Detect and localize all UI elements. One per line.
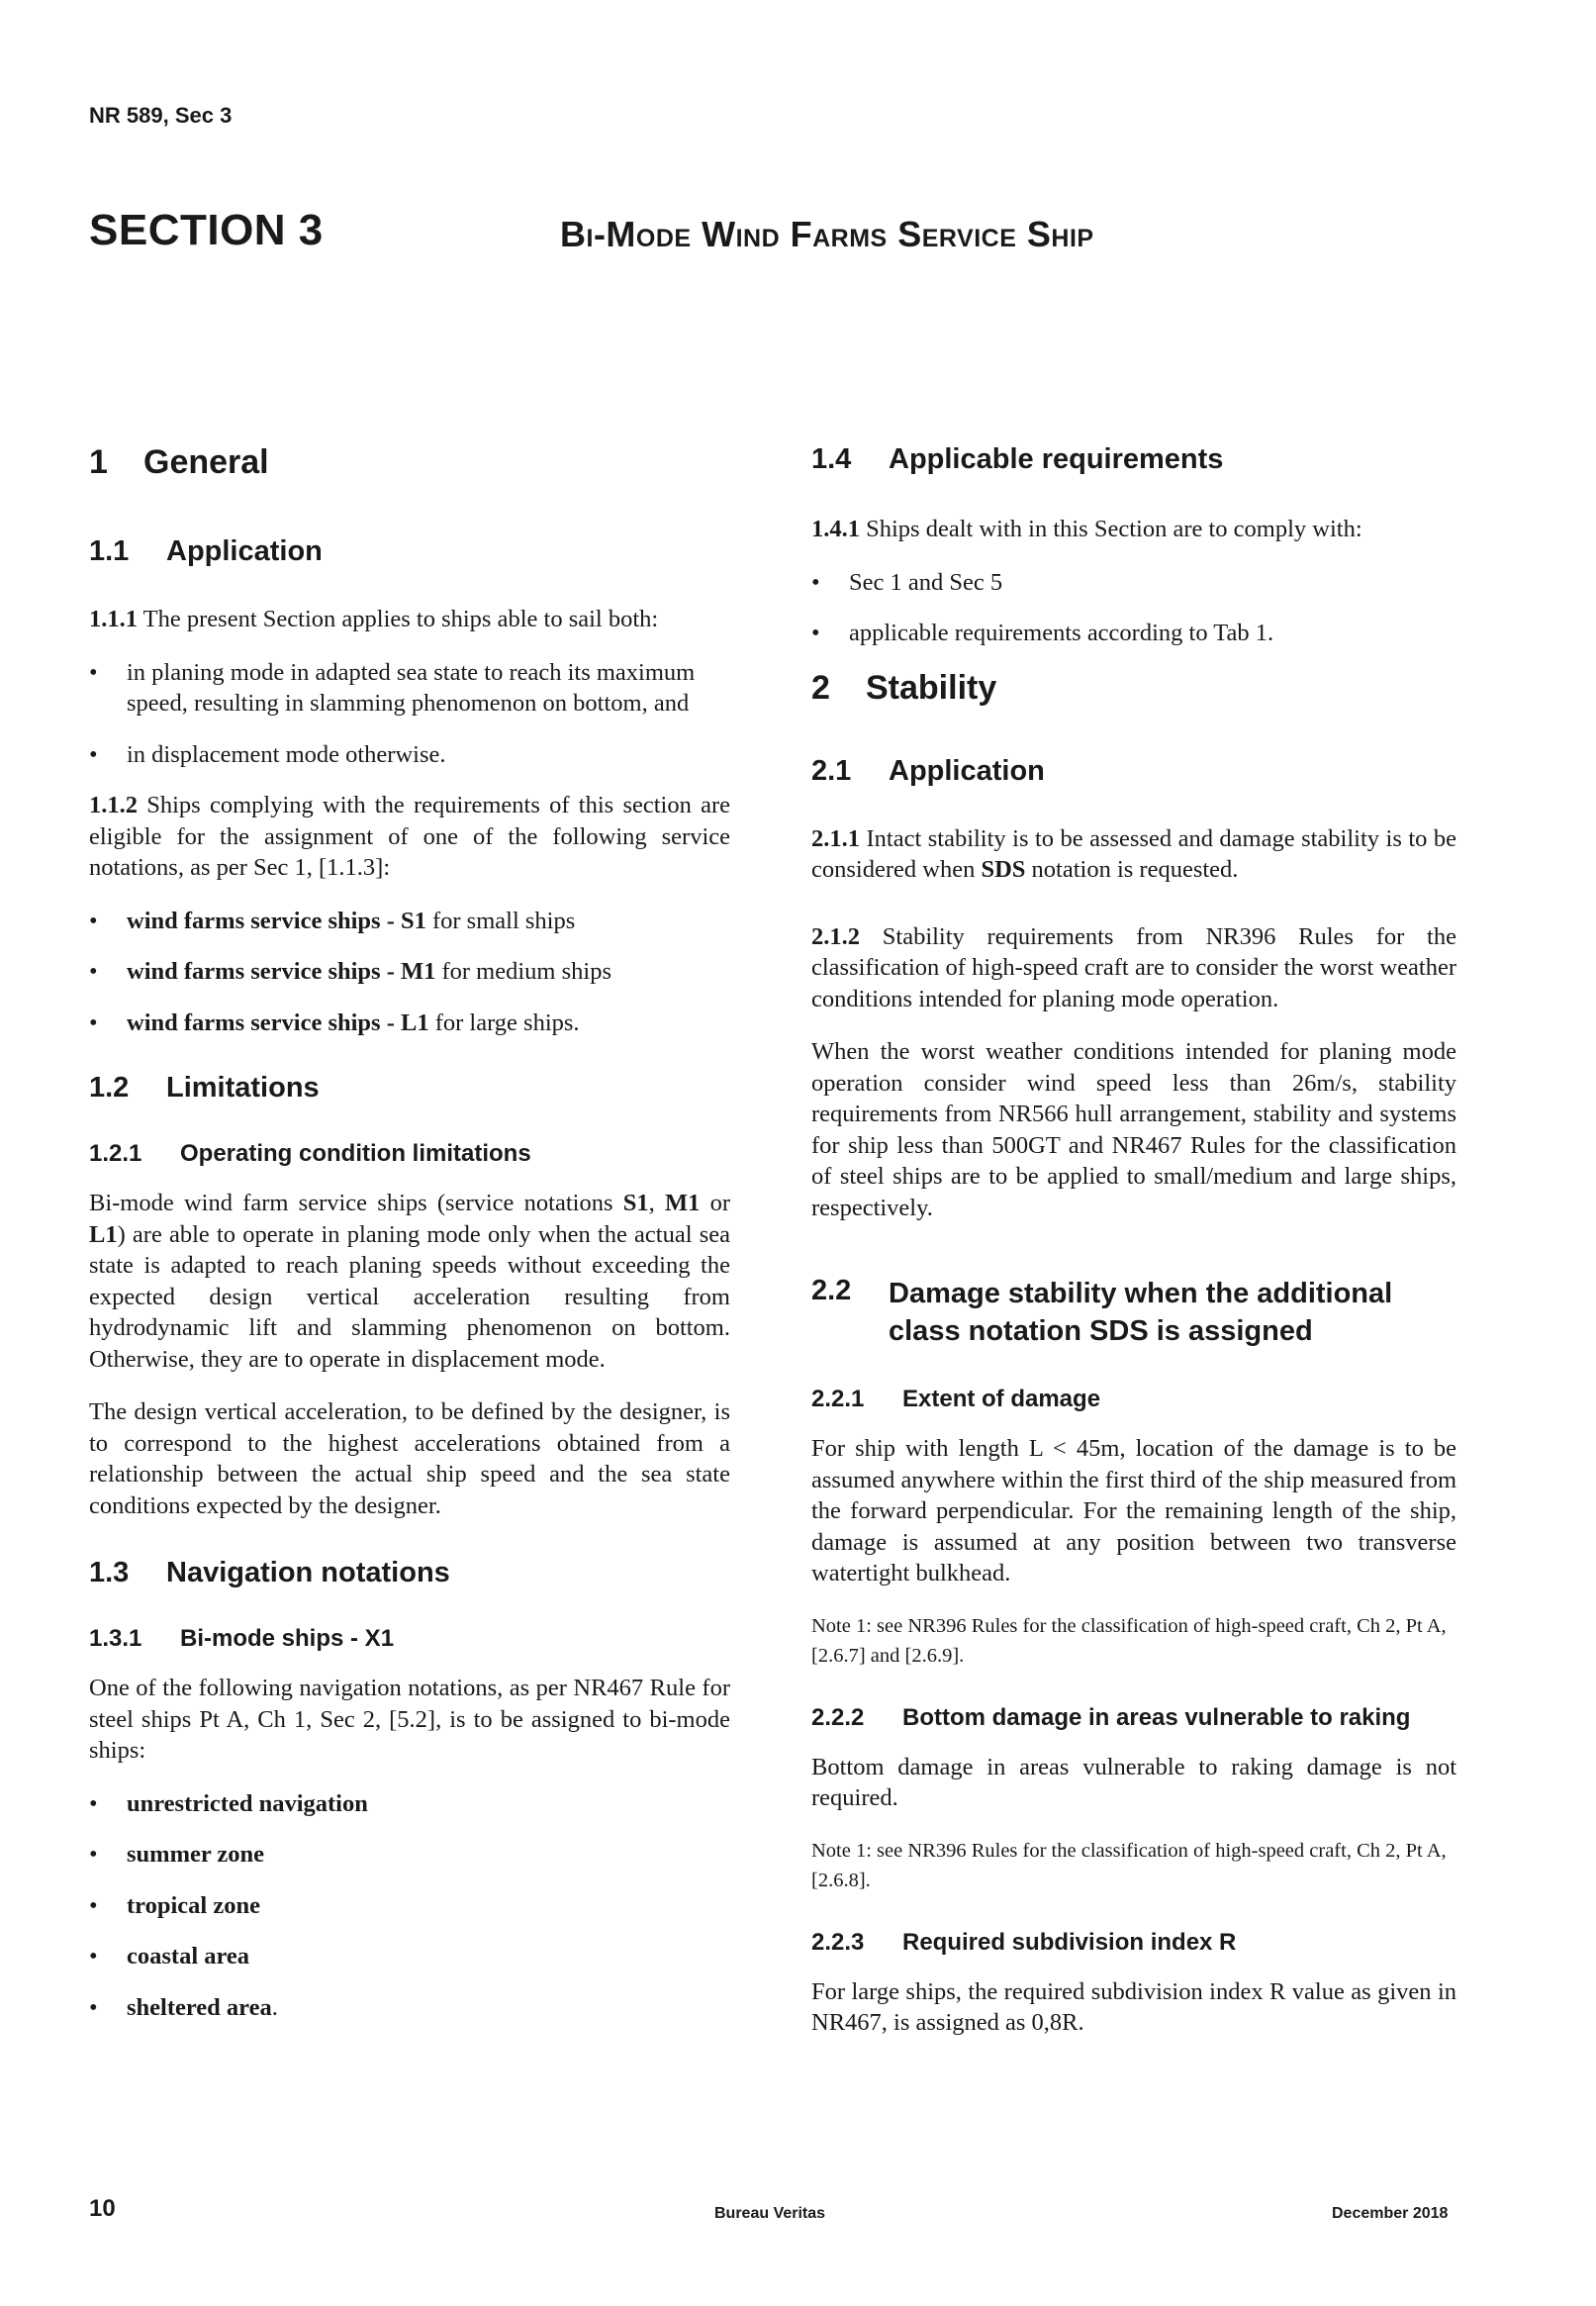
- heading-number: 2.2: [811, 1275, 852, 1306]
- bullet-list-navigation-notations: [89, 1788, 730, 2024]
- paragraph-1-3-1: One of the following navigation notations, as per NR467 Rule for steel ships Pt A, Ch 1, Sec 2, [5.2], is to be assigned to bi-mode ships:: [89, 1675, 730, 1764]
- list-item-text: for small ships: [425, 907, 576, 934]
- bullet-list-1-1-2: [89, 906, 730, 1039]
- section-label: SECTION 3: [89, 206, 324, 254]
- paragraph-2-2-3: For large ships, the required subdivision index R value as given in NR467, is assigned as 0,8R.: [811, 1977, 1456, 2036]
- list-item-text: for medium ships: [435, 958, 611, 985]
- list-item: • Sec 1 and Sec 5: [811, 568, 1003, 596]
- heading-number: 1.1: [89, 535, 130, 567]
- notation-text: wind farms service ships - L1: [127, 1009, 429, 1036]
- heading-title: Bottom damage in areas vulnerable to raking: [902, 1703, 1411, 1731]
- list-item: • summer zone: [89, 1841, 265, 1868]
- paragraph-2-2-2: Bottom damage in areas vulnerable to raking damage is not required.: [811, 1753, 1456, 1811]
- list-item-text: in planing mode in adapted sea state to reach its maximum speed, resulting in slamming phenomenon on bottom, and: [127, 658, 696, 717]
- paragraph-1-4-1: [811, 514, 1456, 545]
- note-2-2-2: Note 1: see NR396 Rules for the classification of high-speed craft, Ch 2, Pt A, [2.6.8].: [811, 1839, 1447, 1891]
- heading-1-2-1: [89, 1140, 730, 1168]
- left-column: [89, 443, 730, 2043]
- heading-title: Damage stability when the additional class notation SDS is assigned: [889, 1278, 1393, 1347]
- heading-title: Stability: [866, 668, 997, 707]
- heading-2-2-1: [811, 1386, 1456, 1413]
- heading-title: Operating condition limitations: [180, 1140, 531, 1167]
- paragraph-1-1-2: [89, 790, 730, 884]
- paragraph-2-2-1: For ship with length L < 45m, location of the damage is to be assumed anywhere within the first third of the ship measured from the forward perpendicular. For the remaining length of the ship, damage is assumed at any position between two transverse watertight bulkhead.: [811, 1435, 1456, 1586]
- heading-title: Application: [166, 535, 323, 567]
- paragraph-1-2-1-b: The design vertical acceleration, to be defined by the designer, is to correspond to the highest accelerations obtained from a relationship between the actual ship speed and the sea state conditions expected by the designer.: [89, 1398, 730, 1519]
- footer-page-number: 10: [89, 2195, 116, 2222]
- notation-text: wind farms service ships - S1: [127, 907, 426, 934]
- bullet-list-1-1-1: [89, 657, 730, 771]
- heading-title: Application: [889, 754, 1045, 787]
- heading-2-stability: [811, 669, 1456, 708]
- heading-number: 1.2: [89, 1072, 130, 1104]
- list-item: • wind farms service ships - M1 for medium ships: [89, 958, 611, 985]
- paragraph-number: 1.1.1: [89, 606, 138, 632]
- heading-number: 1.2.1: [89, 1140, 142, 1167]
- list-item: • coastal area: [89, 1943, 250, 1970]
- heading-title: Extent of damage: [902, 1386, 1101, 1412]
- heading-number: 2.2.2: [811, 1703, 865, 1731]
- heading-2-1-application: [811, 755, 1456, 788]
- heading-number: 1.3.1: [89, 1625, 142, 1652]
- heading-number: 1.4: [811, 443, 852, 475]
- heading-number: 2.2.1: [811, 1386, 865, 1412]
- heading-number: 2: [811, 668, 830, 707]
- heading-1-4-applicable-requirements: [811, 443, 1456, 476]
- heading-number: 2.1: [811, 754, 852, 787]
- list-item: • wind farms service ships - S1 for small ships: [89, 907, 576, 934]
- heading-1-3-1: [89, 1625, 730, 1653]
- notation-text: wind farms service ships - M1: [127, 958, 436, 985]
- bullet-list-1-4-1: [811, 567, 1456, 649]
- paragraph-number: 1.1.2: [89, 792, 138, 818]
- heading-number: 1.3: [89, 1557, 130, 1588]
- heading-1-2-limitations: [89, 1072, 730, 1105]
- list-item: • wind farms service ships - L1 for large ships.: [89, 1009, 580, 1036]
- paragraph-2-1-2: 2.1.2 Stability requirements from NR396 Rules for the classification of high-speed craft are to consider the worst weather conditions intended for planing mode operation.: [811, 922, 1456, 1012]
- note-2-2-1: Note 1: see NR396 Rules for the classification of high-speed craft, Ch 2, Pt A, [2.6.7] and [2.6.9].: [811, 1614, 1447, 1667]
- heading-title: Bi-mode ships - X1: [180, 1625, 395, 1652]
- heading-2-2-3: [811, 1929, 1456, 1957]
- heading-2-2-damage-stability: [811, 1275, 1456, 1350]
- list-item: • applicable requirements according to Tab 1.: [811, 620, 1274, 646]
- list-item: • tropical zone: [89, 1891, 260, 1919]
- paragraph-number: 1.4.1: [811, 516, 860, 542]
- footer-date: December 2018: [1332, 2205, 1449, 2222]
- paragraph-1-1-1: [89, 604, 730, 635]
- running-head: NR 589, Sec 3: [89, 103, 233, 128]
- heading-title: Applicable requirements: [889, 443, 1224, 475]
- footer-publisher: Bureau Veritas: [714, 2205, 826, 2222]
- heading-title: General: [143, 443, 269, 481]
- list-item: • sheltered area.: [89, 1993, 278, 2021]
- list-item: • in displacement mode otherwise.: [89, 740, 446, 768]
- paragraph-2-1-2-b: When the worst weather conditions intended for planing mode operation consider wind speed less than 26m/s, stability requirements from NR566 hull arrangement, stability and systems for ship less than 500GT and NR467 Rules for the classification of steel ships are to be applied to small/medium and large ships, respectively.: [811, 1038, 1456, 1221]
- right-column: [811, 443, 1456, 2061]
- list-item-text: for large ships.: [428, 1009, 580, 1036]
- heading-1-1-application: [89, 535, 730, 568]
- paragraph-text: Ships dealt with in this Section are to comply with:: [860, 516, 1362, 542]
- heading-2-2-2: [811, 1704, 1456, 1732]
- list-item: • in planing mode in adapted sea state to reach its maximum speed, resulting in slamming phenomenon on bottom, and: [89, 658, 696, 717]
- heading-number: 1: [89, 443, 108, 481]
- heading-1-3-navigation-notations: [89, 1557, 730, 1589]
- heading-title: Navigation notations: [166, 1557, 450, 1588]
- list-item-text: in displacement mode otherwise.: [127, 740, 446, 768]
- paragraph-1-2-1-a: Bi-mode wind farm service ships (service notations S1, M1 or L1) are able to operate in planing mode only when the actual sea state is adapted to reach planing speeds without exceeding the expected design vertical acceleration resulting from hydrodynamic lift and slamming phenomenon on bottom. Otherwise, they are to operate in displacement mode.: [89, 1190, 730, 1373]
- section-title: Bi-Mode Wind Farms Service Ship: [560, 214, 1094, 254]
- heading-title: Limitations: [166, 1072, 320, 1104]
- heading-1-general: [89, 443, 730, 482]
- heading-title: Required subdivision index R: [902, 1928, 1237, 1956]
- paragraph-text: Ships complying with the requirements of this section are eligible for the assignment of one of the following service notations, as per Sec 1, [1.1.3]:: [89, 792, 730, 881]
- list-item: • unrestricted navigation: [89, 1789, 368, 1817]
- paragraph-text: The present Section applies to ships able to sail both:: [138, 606, 659, 632]
- paragraph-2-1-1: 2.1.1 Intact stability is to be assessed and damage stability is to be considered when SDS notation is requested.: [811, 824, 1456, 883]
- heading-number: 2.2.3: [811, 1928, 865, 1956]
